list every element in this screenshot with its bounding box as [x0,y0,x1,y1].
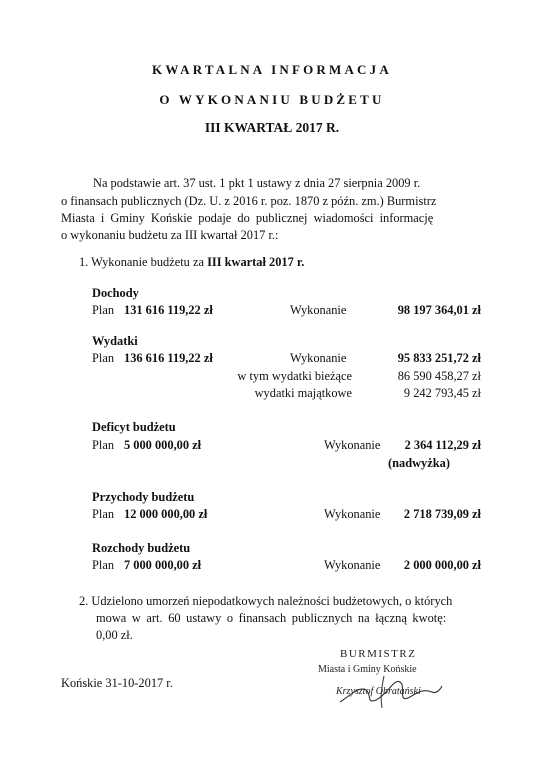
deficyt-plan-label: Plan [92,438,115,452]
title-line-1: KWARTALNA INFORMACJA [152,62,392,77]
stamp-title: BURMISTRZ [340,648,417,660]
rozchody-exec-label: Wykonanie [324,558,381,572]
item-2-line-3: 0,00 zł. [96,628,133,642]
przychody-heading: Przychody budżetu [92,490,195,504]
dochody-plan-label: Plan [92,303,115,317]
wydatki-majatkowe-value: 9 242 793,45 zł [403,386,481,400]
item-2-line-1: 2. Udzielono umorzeń niepodatkowych należności budżetowych, o których [79,594,453,608]
dochody-exec-value: 98 197 364,01 zł [397,303,481,317]
title-line-3: III KWARTAŁ 2017 R. [204,120,340,135]
przychody-exec-value: 2 718 739,09 zł [403,507,481,521]
intro-line-4: o wykonaniu budżetu za III kwartał 2017 r.: [61,228,279,242]
title-line-2: O WYKONANIU BUDŻETU [159,92,385,107]
item-1 [79,255,304,270]
intro-line-1: Na podstawie art. 37 ust. 1 pkt 1 ustawy z dnia 27 sierpnia 2009 r. [93,176,421,190]
rozchody-heading: Rozchody budżetu [92,541,191,555]
dochody-exec-label: Wykonanie [290,303,347,317]
dochody-plan-value: 131 616 119,22 zł [124,303,213,317]
wydatki-exec-label: Wykonanie [290,351,347,365]
deficyt-heading: Deficyt budżetu [92,420,176,434]
deficyt-plan-value: 5 000 000,00 zł [124,438,202,452]
deficyt-note: (nadwyżka) [388,456,450,470]
przychody-exec-label: Wykonanie [324,507,381,521]
intro-line-2: o finansach publicznych (Dz. U. z 2016 r. poz. 1870 z późn. zm.) Burmistrz [61,194,437,208]
wydatki-biezace-value: 86 590 458,27 zł [397,369,481,383]
handwritten-signature [336,668,444,712]
place-date: Końskie 31-10-2017 r. [61,676,173,690]
wydatki-biezace-label: w tym wydatki bieżące [237,369,352,383]
item-1-bold: III kwartał 2017 r. [207,255,305,269]
item-2-line-2: mowa w art. 60 ustawy o finansach publicznych na łączną kwotę: [96,611,447,625]
rozchody-plan-value: 7 000 000,00 zł [124,558,202,572]
rozchody-exec-value: 2 000 000,00 zł [403,558,481,572]
dochody-heading: Dochody [92,286,139,300]
przychody-plan-label: Plan [92,507,115,521]
signature-text: Krzysztof Obratański [336,686,421,697]
deficyt-exec-value: 2 364 112,29 zł [404,438,481,452]
stamp-subtitle: Miasta i Gminy Końskie [318,664,417,675]
wydatki-exec-value: 95 833 251,72 zł [397,351,481,365]
intro-line-3: Miasta i Gminy Końskie podaje do publicznej wiadomości informację [61,211,434,225]
wydatki-majatkowe-label: wydatki majątkowe [254,386,352,400]
wydatki-heading: Wydatki [92,334,138,348]
wydatki-plan-label: Plan [92,351,115,365]
item-1-prefix: 1. Wykonanie budżetu za [79,255,204,269]
rozchody-plan-label: Plan [92,558,115,572]
deficyt-exec-label: Wykonanie [324,438,381,452]
przychody-plan-value: 12 000 000,00 zł [124,507,208,521]
wydatki-plan-value: 136 616 119,22 zł [124,351,213,365]
